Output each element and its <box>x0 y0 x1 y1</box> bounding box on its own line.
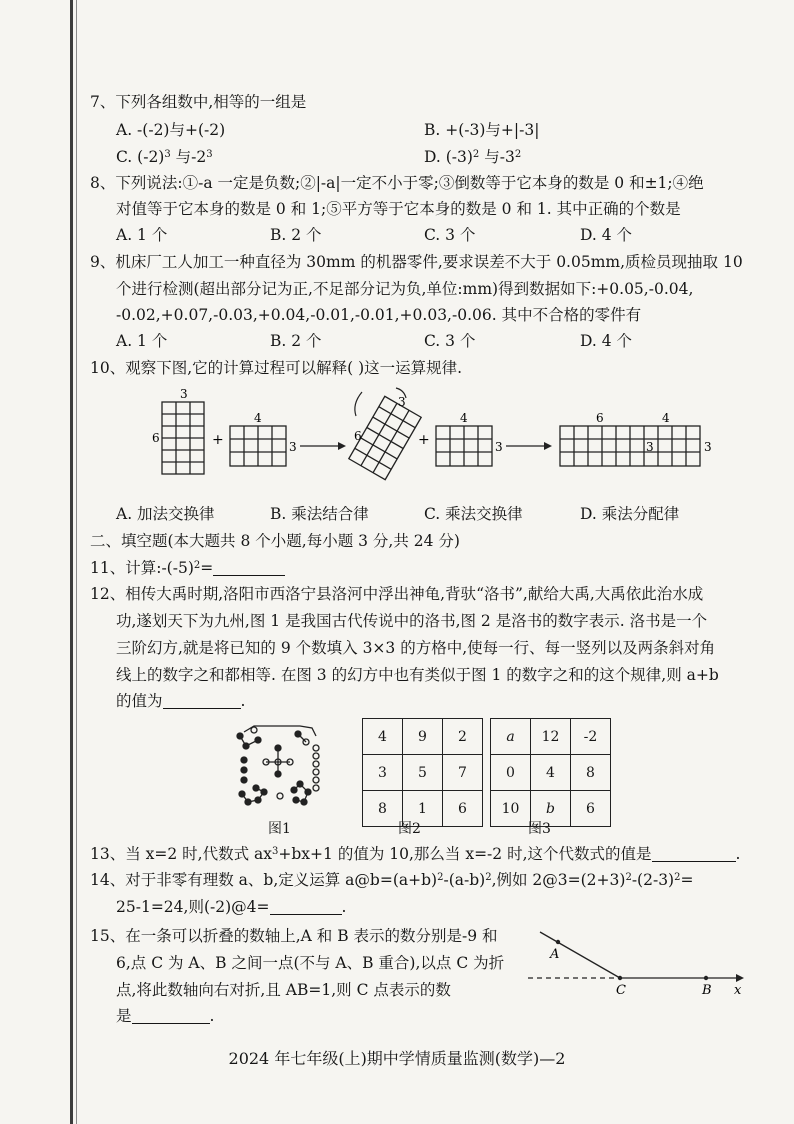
q7-option-a: A. -(-2)与+(-2) <box>116 121 226 139</box>
q8-option-b: B. 2 个 <box>270 226 322 244</box>
q10-option-c: C. 乘法交换律 <box>424 505 523 523</box>
q12-line-2: 功,遂划天下为九州,图 1 是我国古代传说中的洛书,图 2 是洛书的数字表示. 洛书是一个 <box>116 612 708 630</box>
q11-answer-blank <box>213 559 285 576</box>
q10-g1-left-label: 6 <box>152 431 160 445</box>
q13: 13、当 x=2 时,代数式 $ax^3+bx+1$ 的值为 10,那么当 x=-2 时,这个代数式的值是 . <box>90 845 741 863</box>
q10-g5-top-right-label: 4 <box>662 411 670 425</box>
q14-line-1: 14、对于非零有理数 a、b,定义运算 $a@b=(a+b)^2-(a-b)^2$,例如 $2@3=(2+3)^2-(2-3)^2=$ <box>90 871 694 889</box>
fig3-cell: 10 <box>491 791 531 827</box>
q15-line-2: 6,点 C 为 A、B 之间一点(不与 A、B 重合),以点 C 为折 <box>116 954 505 972</box>
q15-answer-blank <box>132 1007 210 1024</box>
fig2-caption: 图2 <box>398 821 421 837</box>
fig3-cell: 8 <box>571 755 611 791</box>
q8-option-d: D. 4 个 <box>580 226 633 244</box>
q15-line-4: 是 . <box>116 1007 215 1025</box>
q14-answer-blank <box>270 898 342 915</box>
q10-option-b: B. 乘法结合律 <box>270 505 369 523</box>
fig2-cell: 5 <box>403 755 443 791</box>
q10-option-a: A. 加法交换律 <box>116 505 215 523</box>
fig2-cell: 7 <box>443 755 483 791</box>
q10-plus-2: + <box>418 432 430 448</box>
q10-rotate-bracket <box>355 392 362 416</box>
q10-stem: 10、观察下图,它的计算过程可以解释( )这一运算规律. <box>90 359 463 377</box>
q10-g4-right-label: 3 <box>495 440 503 454</box>
q9-option-d: D. 4 个 <box>580 332 633 350</box>
axis-x-label: x <box>734 983 742 998</box>
q10-grid-3x6 <box>162 402 204 474</box>
fig2-cell: 2 <box>443 719 483 755</box>
q10-g5-right-label: 3 <box>704 440 712 454</box>
q9-option-b: B. 2 个 <box>270 332 322 350</box>
q10-figure <box>140 380 720 490</box>
q12-line-3: 三阶幻方,就是将已知的 9 个数填入 3×3 的方格中,使每一行、每一竖列以及两条斜对角 <box>116 639 716 657</box>
q9-line-2: 个进行检测(超出部分记为正,不足部分记为负,单位:mm)得到数据如下:+0.05,-0.04, <box>116 280 694 298</box>
q10-g2-right-label: 3 <box>289 440 297 454</box>
magic-square-fig2 <box>362 718 483 827</box>
q7-option-b: B. +(-3)与+|-3| <box>424 121 540 139</box>
q8-line-1: 8、下列说法:①-a 一定是负数;②|-a|一定不小于零;③倒数等于它本身的数是 0 和±1;④绝 <box>90 174 704 192</box>
q12-answer-blank <box>163 692 241 709</box>
q10-arrow-2-head <box>544 442 552 450</box>
q9-option-c: C. 3 个 <box>424 332 476 350</box>
q14-line-2: 25-1=24,则(-2)@4= . <box>116 898 347 916</box>
q10-grid-4x3 <box>230 426 286 466</box>
fig1-caption: 图1 <box>268 821 291 837</box>
q10-g2-top-label: 4 <box>254 411 262 425</box>
section-2-heading: 二、填空题(本大题共 8 个小题,每小题 3 分,共 24 分) <box>90 532 460 550</box>
fig2-cell: 3 <box>363 755 403 791</box>
point-b-dot <box>704 976 708 980</box>
q7-option-c: C. $(-2)^3$ 与$-2^3$ <box>116 148 213 166</box>
fig3-cell: 4 <box>531 755 571 791</box>
q13-answer-blank <box>652 845 736 862</box>
binding-edge-shadow <box>76 0 77 1124</box>
point-c-dot <box>618 976 622 980</box>
fig2-cell: 4 <box>363 719 403 755</box>
fig2-cell: 9 <box>403 719 443 755</box>
page-footer: 2024 年七年级(上)期中学情质量监测(数学)—2 <box>228 1049 566 1068</box>
axis-arrow-head <box>736 974 744 982</box>
q15-line-1: 15、在一条可以折叠的数轴上,A 和 B 表示的数分别是-9 和 <box>90 927 498 945</box>
fig3-cell: 0 <box>491 755 531 791</box>
q8-option-c: C. 3 个 <box>424 226 476 244</box>
point-b-label: B <box>702 983 712 998</box>
q9-line-3: -0.02,+0.07,-0.03,+0.04,-0.01,-0.01,+0.03,-0.06. 其中不合格的零件有 <box>116 306 642 324</box>
q10-grid-10x3 <box>560 426 700 466</box>
q8-line-2: 对值等于它本身的数是 0 和 1;⑤平方等于它本身的数是 0 和 1. 其中正确的个数是 <box>116 200 681 218</box>
q10-g4-top-label: 4 <box>460 411 468 425</box>
q10-option-d: D. 乘法分配律 <box>580 505 680 523</box>
point-a-dot <box>556 940 560 944</box>
fig2-cell: 1 <box>403 791 443 827</box>
fig2-cell: 8 <box>363 791 403 827</box>
q12-line-1: 12、相传大禹时期,洛阳市西洛宁县洛河中浮出神龟,背驮“洛书”,献给大禹,大禹依此治水成 <box>90 585 704 603</box>
fig2-cell: 6 <box>443 791 483 827</box>
q10-g3-left-label: 6 <box>354 429 362 443</box>
q9-option-a: A. 1 个 <box>116 332 168 350</box>
q10-g5-mid-label: 3 <box>646 440 654 454</box>
magic-square-fig3 <box>490 718 611 827</box>
q10-g3-top-label: 3 <box>398 395 406 409</box>
q12-line-5: 的值为 . <box>116 692 246 710</box>
luoshu-dot-figure <box>228 718 328 810</box>
q15-line-3: 点,将此数轴向右对折,且 AB=1,则 C 点表示的数 <box>116 981 451 999</box>
fig3-caption: 图3 <box>528 821 551 837</box>
q11: 11、计算$:-(-5)^2=$ <box>90 558 285 578</box>
binding-edge <box>70 0 73 1124</box>
q9-line-1: 9、机床厂工人加工一种直径为 30mm 的机器零件,要求误差不大于 0.05mm,质检员现抽取 10 <box>90 253 743 271</box>
q7-option-d: D. $(-3)^2$ 与$-3^2$ <box>424 148 522 166</box>
q8-option-a: A. 1 个 <box>116 226 168 244</box>
q15-folded-number-line <box>520 918 750 998</box>
fig3-cell: b <box>531 791 571 827</box>
point-a-label: A <box>550 947 560 962</box>
q10-arrow-1-head <box>338 442 346 450</box>
q10-plus-1: + <box>212 432 224 448</box>
fig3-cell: -2 <box>571 719 611 755</box>
q12-line-4: 线上的数字之和都相等. 在图 3 的幻方中也有类似于图 1 的数字之和的这个规律,则 a+b <box>116 666 719 684</box>
fig3-cell: 6 <box>571 791 611 827</box>
q10-g5-top-left-label: 6 <box>596 411 604 425</box>
fig3-cell: a <box>491 719 531 755</box>
q7-stem: 7、下列各组数中,相等的一组是 <box>90 93 307 111</box>
q10-grid-4x3-b <box>436 426 492 466</box>
q10-g1-top-label: 3 <box>180 387 188 401</box>
fig3-cell: 12 <box>531 719 571 755</box>
point-c-label: C <box>616 983 626 998</box>
